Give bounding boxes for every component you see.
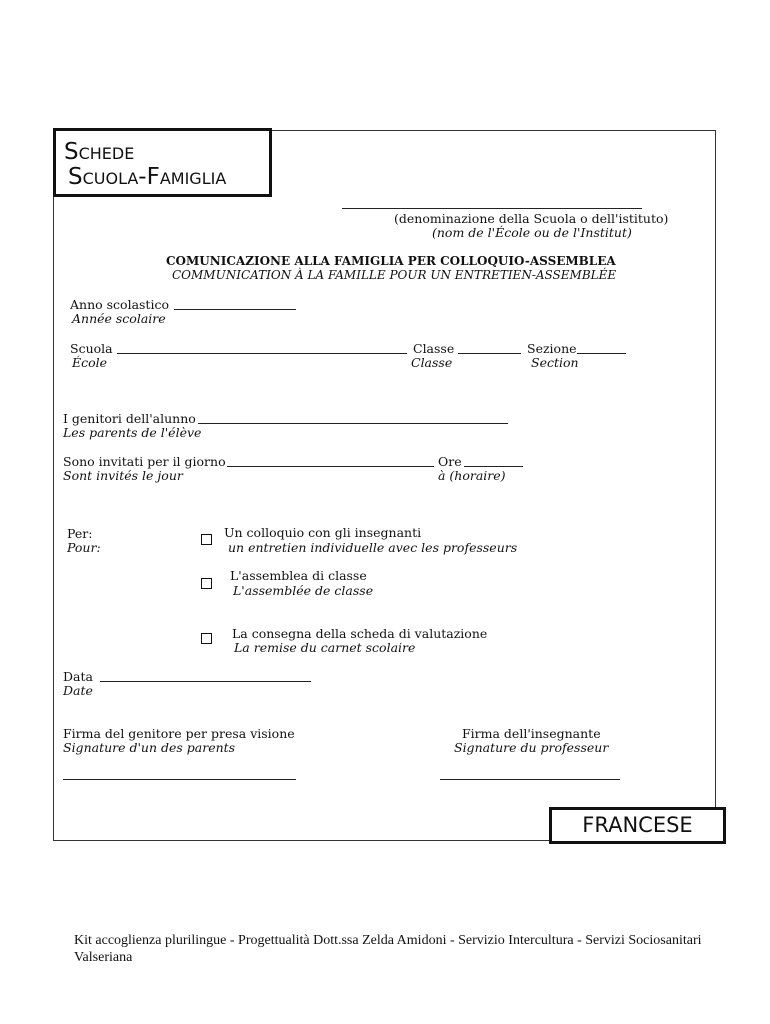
language-badge: FRANCESE <box>549 807 726 844</box>
purpose-label-it: Per: <box>67 526 93 541</box>
invited-label-it: Sono invitati per il giorno <box>63 454 226 469</box>
date-label-it: Data <box>63 669 93 684</box>
option-meeting-checkbox[interactable] <box>201 534 212 545</box>
section-label-fr: Section <box>531 355 579 370</box>
heading-fr: COMMUNICATION À LA FAMILLE POUR UN ENTRETIEN-ASSEMBLÉE <box>172 268 617 282</box>
option-assembly-label-fr: L'assemblée de classe <box>233 583 374 598</box>
institute-label-it: (denominazione della Scuola o dell'istituto) <box>394 211 669 226</box>
class-label-it: Classe <box>413 341 455 356</box>
parents-label-fr: Les parents de l'élève <box>63 425 202 440</box>
option-meeting-label-it: Un colloquio con gli insegnanti <box>224 525 422 540</box>
section-label-it: Sezione <box>527 341 577 356</box>
school-year-field[interactable] <box>174 309 296 310</box>
signature-teacher-label-fr: Signature du professeur <box>454 740 609 755</box>
school-label-it: Scuola <box>70 341 113 356</box>
school-field[interactable] <box>117 353 407 354</box>
purpose-label-fr: Pour: <box>67 540 101 555</box>
class-field[interactable] <box>458 353 521 354</box>
title-line-2: Scuola-Famiglia <box>68 164 227 190</box>
student-name-field[interactable] <box>198 423 508 424</box>
invited-day-field[interactable] <box>227 466 434 467</box>
class-label-fr: Classe <box>411 355 453 370</box>
institute-name-field[interactable] <box>342 208 642 209</box>
hours-field[interactable] <box>464 466 523 467</box>
signature-teacher-label-it: Firma dell'insegnante <box>462 726 601 741</box>
school-year-label-fr: Année scolaire <box>72 311 166 326</box>
school-year-label-it: Anno scolastico <box>70 297 169 312</box>
heading-it: COMUNICAZIONE ALLA FAMIGLIA PER COLLOQUIO-ASSEMBLEA <box>166 254 616 268</box>
parents-label-it: I genitori dell'alunno <box>63 411 196 426</box>
hours-label-fr: à (horaire) <box>438 468 506 483</box>
option-meeting-label-fr: un entretien individuelle avec les professeurs <box>228 540 518 555</box>
option-report-card-label-fr: La remise du carnet scolaire <box>234 640 416 655</box>
form-title-box <box>53 128 272 197</box>
title-line-1: Schede <box>64 139 135 165</box>
footer-credits: Kit accoglienza plurilingue - Progettualità Dott.ssa Zelda Amidoni - Servizio Intercultura - Servizi Sociosanitari Valseriana <box>74 933 702 965</box>
option-assembly-label-it: L'assemblea di classe <box>230 568 367 583</box>
signature-teacher-field[interactable] <box>440 779 620 780</box>
invited-label-fr: Sont invités le jour <box>63 468 183 483</box>
option-assembly-checkbox[interactable] <box>201 578 212 589</box>
option-report-card-label-it: La consegna della scheda di valutazione <box>232 626 488 641</box>
date-label-fr: Date <box>63 683 93 698</box>
date-field[interactable] <box>100 681 311 682</box>
hours-label-it: Ore <box>438 454 462 469</box>
section-field[interactable] <box>577 353 626 354</box>
signature-parent-label-it: Firma del genitore per presa visione <box>63 726 295 741</box>
signature-parent-field[interactable] <box>63 779 296 780</box>
school-label-fr: École <box>72 355 108 370</box>
signature-parent-label-fr: Signature d'un des parents <box>63 740 236 755</box>
institute-label-fr: (nom de l'École ou de l'Institut) <box>432 225 632 240</box>
option-report-card-checkbox[interactable] <box>201 633 212 644</box>
